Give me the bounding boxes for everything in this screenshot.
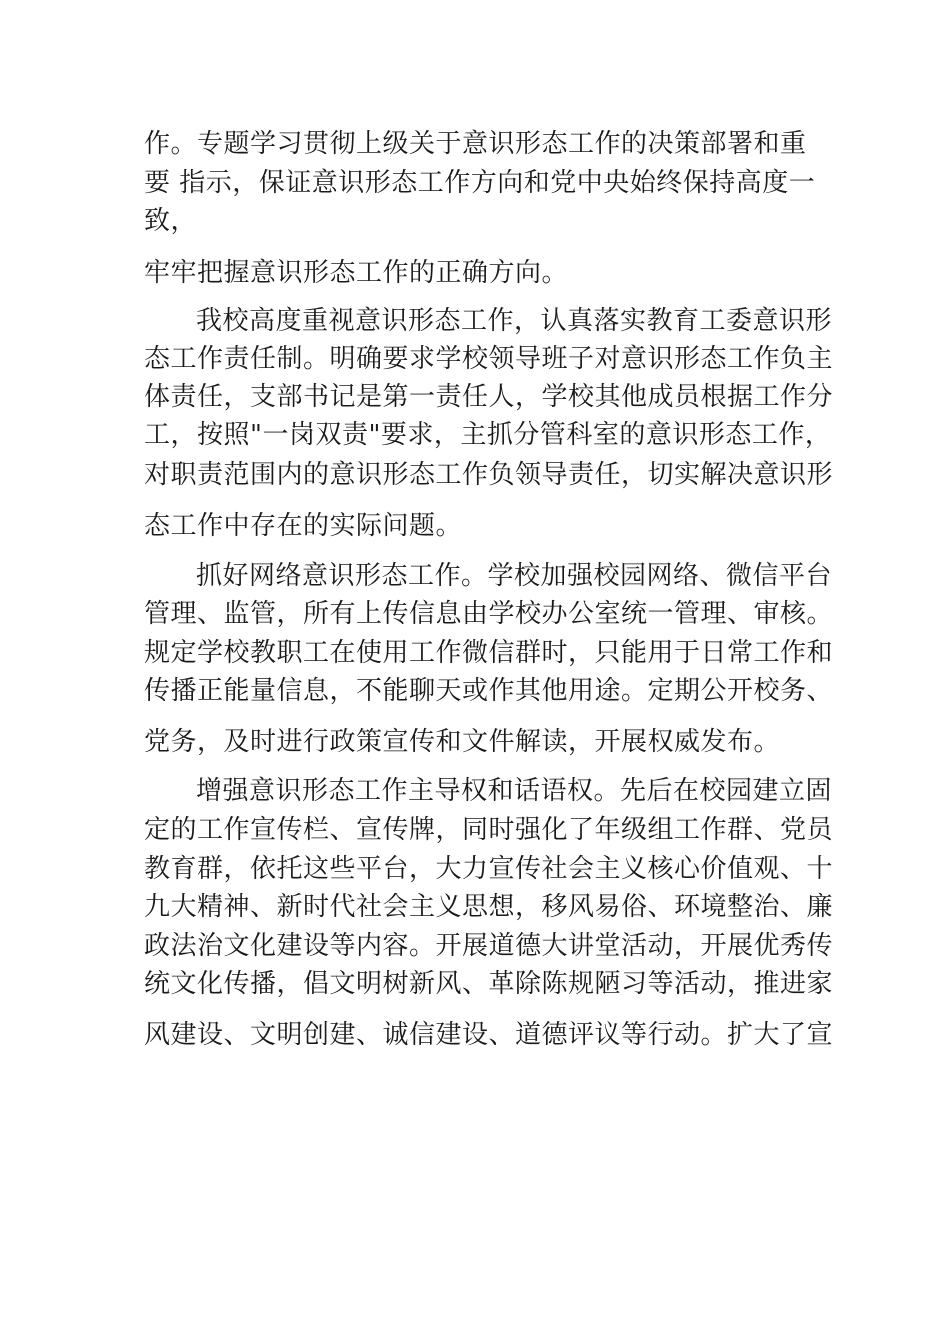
text-line: 要 指示，保证意识形态工作方向和党中央始终保持高度一: [144, 168, 816, 198]
paragraph-first-line: 增强意识形态工作主导权和话语权。先后在校园建立固: [196, 776, 833, 806]
text-line: 态工作责任制。明确要求学校领导班子对意识形态工作负主: [144, 344, 834, 374]
text-line: 致，: [144, 206, 198, 236]
paragraph-first-line: 抓好网络意识形态工作。学校加强校园网络、微信平台: [196, 561, 833, 591]
text-line: 党务，及时进行政策宣传和文件解读，开展权威发布。: [144, 727, 781, 757]
paragraph-first-line: 我校高度重视意识形态工作，认真落实教育工委意识形: [196, 306, 833, 336]
text-line: 管理、监管，所有上传信息由学校办公室统一管理、审核。: [144, 599, 834, 629]
text-line: 工，按照"一岗双责"要求，主抓分管科室的意识形态工作，: [144, 420, 832, 450]
text-line: 作。专题学习贯彻上级关于意识形态工作的决策部署和重: [144, 129, 807, 159]
text-line: 体责任，支部书记是第一责任人，学校其他成员根据工作分: [144, 382, 834, 412]
text-line: 态工作中存在的实际问题。: [144, 511, 463, 541]
text-line: 风建设、文明创建、诚信建设、道德评议等行动。扩大了宣: [144, 1020, 834, 1050]
text-line: 政法治文化建设等内容。开展道德大讲堂活动，开展优秀传: [144, 931, 834, 961]
text-line: 统文化传播，倡文明树新风、革除陈规陋习等活动，推进家: [144, 969, 834, 999]
text-line: 教育群，依托这些平台，大力宣传社会主义核心价值观、十: [144, 854, 834, 884]
text-line: 规定学校教职工在使用工作微信群时，只能用于日常工作和: [144, 638, 834, 668]
text-line: 传播正能量信息，不能聊天或作其他用途。定期公开校务、: [144, 676, 834, 706]
text-line: 对职责范围内的意识形态工作负领导责任，切实解决意识形: [144, 460, 834, 490]
text-line: 九大精神、新时代社会主义思想，移风易俗、环境整治、廉: [144, 892, 834, 922]
text-line: 牢牢把握意识形态工作的正确方向。: [144, 258, 569, 288]
text-line: 定的工作宣传栏、宣传牌，同时强化了年级组工作群、党员: [144, 815, 834, 845]
